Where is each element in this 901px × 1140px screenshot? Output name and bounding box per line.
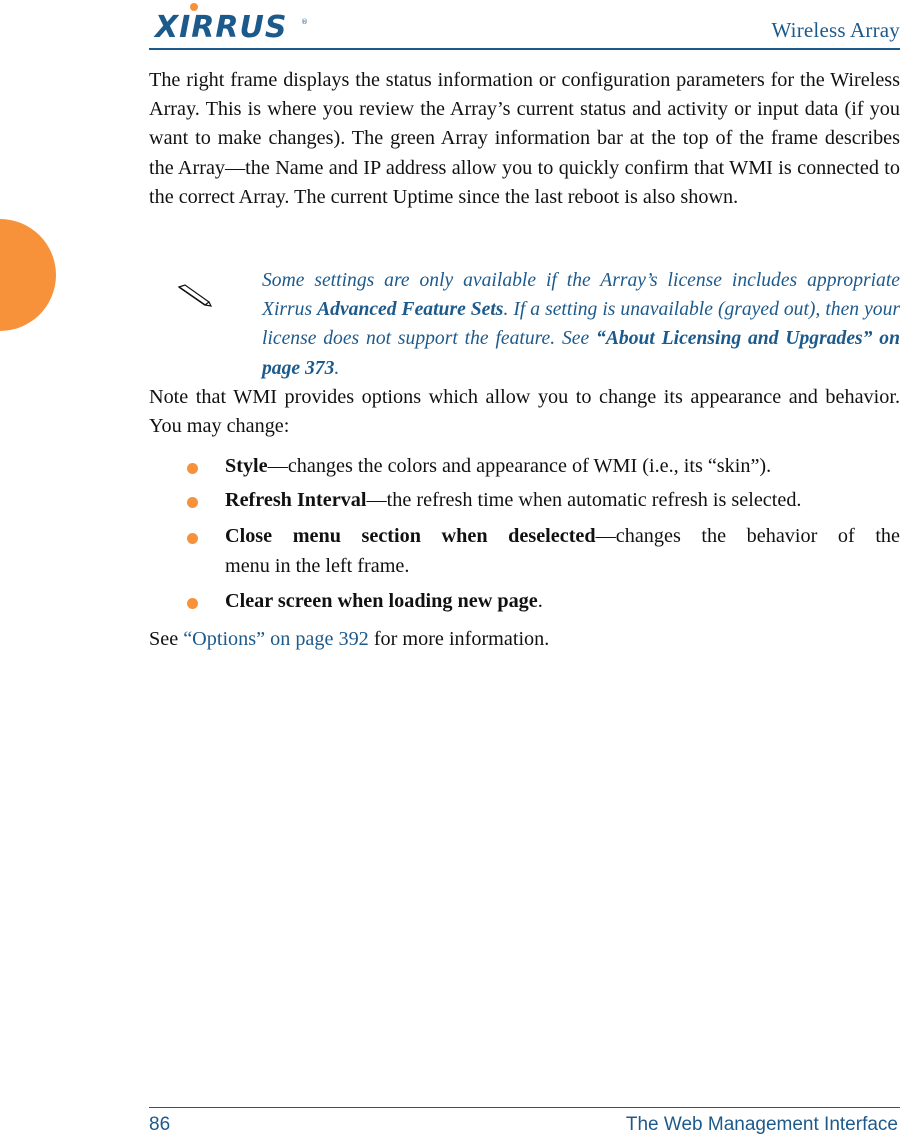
note-text-part: . If a setting is unavailable (grayed out), then your license does not support the feature. See bbox=[262, 299, 900, 350]
xirrus-logo bbox=[153, 2, 313, 42]
note-licensing-link[interactable]: “About Licensing and Upgrades” on page 373 bbox=[262, 328, 900, 379]
list-item-term: Clear screen when loading new page bbox=[225, 589, 538, 612]
list-item-term: Style bbox=[225, 455, 268, 477]
header-rule bbox=[149, 48, 900, 50]
list-item-desc: —changes the colors and appearance of WMI (i.e., its “skin”). bbox=[267, 455, 772, 477]
page-header bbox=[149, 0, 900, 50]
bullet-icon bbox=[187, 533, 198, 544]
section-title: The Web Management Interface bbox=[625, 1114, 898, 1135]
list-item bbox=[149, 522, 900, 580]
list-item-line bbox=[225, 522, 900, 551]
svg-text:XIRRUS: XIRRUS bbox=[155, 10, 288, 42]
svg-text:®: ® bbox=[301, 18, 308, 26]
options-list bbox=[149, 452, 900, 616]
list-item bbox=[149, 452, 900, 481]
list-item-term: Refresh Interval bbox=[225, 489, 367, 512]
see-also-suffix: for more information. bbox=[368, 628, 550, 650]
options-page-link[interactable]: “Options” on page 392 bbox=[183, 628, 369, 650]
note-text bbox=[262, 266, 900, 383]
note-text-part: Some settings are only available if the Array’s license includes appropriate Xirrus bbox=[262, 270, 900, 321]
note-text-part: . bbox=[334, 357, 340, 379]
list-item-desc: —the refresh time when automatic refresh is selected. bbox=[366, 489, 802, 512]
list-item-desc: menu in the left frame. bbox=[225, 554, 410, 577]
running-head: Wireless Array bbox=[771, 18, 900, 42]
page-number: 86 bbox=[149, 1114, 171, 1135]
chapter-tab-marker bbox=[0, 219, 56, 331]
options-intro-paragraph: Note that WMI provides options which allow you to change its appearance and behavior. You may change: bbox=[149, 386, 900, 438]
note-feature-sets: Advanced Feature Sets bbox=[317, 299, 504, 321]
footer-rule bbox=[149, 1107, 900, 1108]
note-box bbox=[149, 266, 900, 384]
list-item-desc: —changes the behavior of the bbox=[595, 525, 900, 548]
pencil-note-icon bbox=[175, 279, 215, 309]
bullet-icon bbox=[187, 598, 198, 609]
see-also-paragraph bbox=[149, 625, 900, 654]
bullet-icon bbox=[187, 463, 198, 474]
list-item bbox=[149, 587, 900, 616]
page-footer bbox=[149, 1114, 900, 1140]
list-item-desc: . bbox=[537, 589, 543, 612]
intro-paragraph: The right frame displays the status information or configuration parameters for the Wireless Array. This is where you review the Array’s current status and activity or input data (if you want to make changes). The green Array information bar at the top of the frame describes the Array—the Name and IP address allow you to quickly confirm that WMI is connected to the correct Array. The current Uptime since the last reboot is also shown. bbox=[149, 69, 900, 208]
see-also-prefix: See bbox=[149, 628, 184, 650]
list-item bbox=[149, 486, 900, 515]
list-item-term: Close menu section when deselected bbox=[225, 525, 596, 548]
bullet-icon bbox=[187, 497, 198, 508]
